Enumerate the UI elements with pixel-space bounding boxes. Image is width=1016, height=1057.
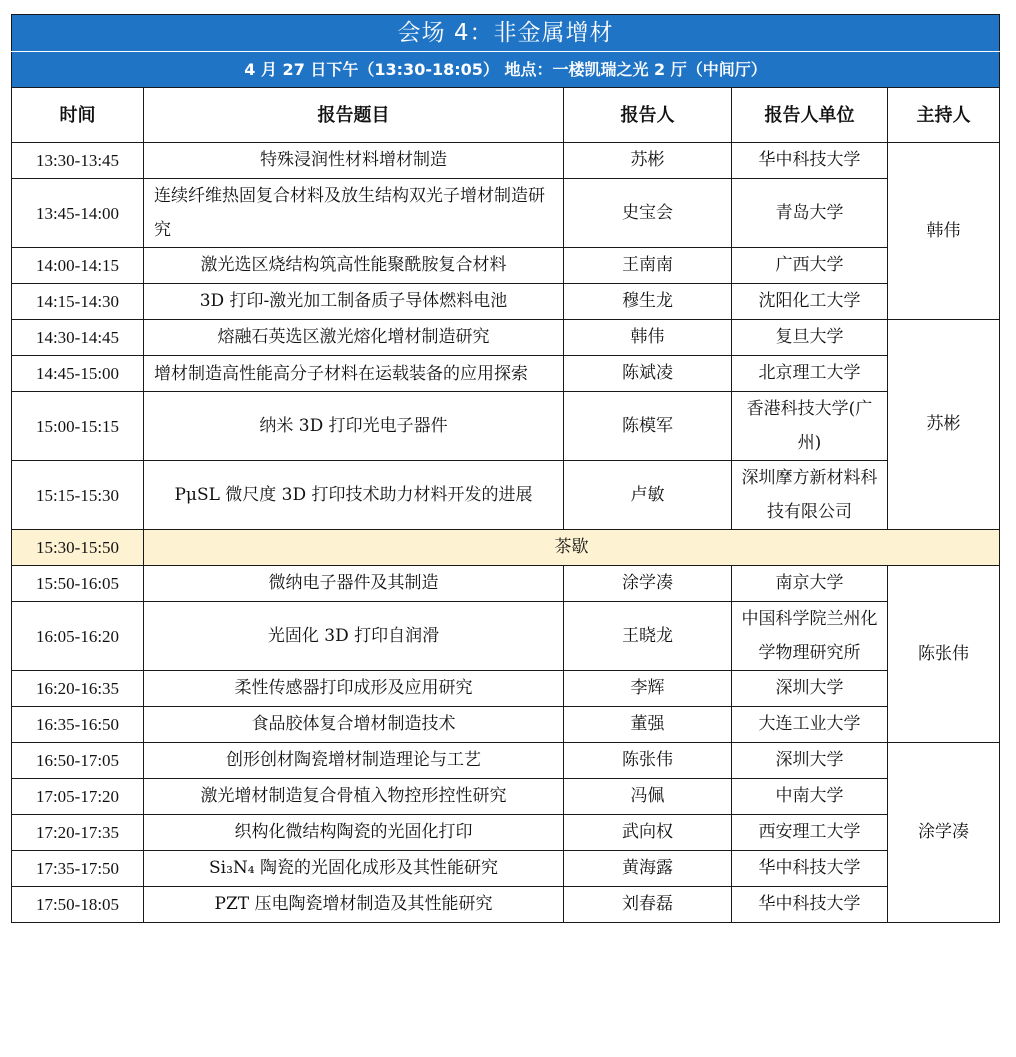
affiliation-cell: 复旦大学 (732, 320, 888, 356)
topic-cell: PZT 压电陶瓷增材制造及其性能研究 (144, 887, 564, 923)
topic-cell: 连续纤维热固复合材料及放生结构双光子增材制造研究 (144, 179, 564, 248)
host-cell: 苏彬 (888, 320, 1000, 530)
schedule-container (11, 14, 999, 923)
speaker-cell: 王南南 (564, 248, 732, 284)
topic-cell: 食品胶体复合增材制造技术 (144, 707, 564, 743)
topic-cell: 激光增材制造复合骨植入物控形控性研究 (144, 779, 564, 815)
affiliation-cell: 大连工业大学 (732, 707, 888, 743)
break-time-cell: 15:30-15:50 (12, 530, 144, 566)
speaker-cell: 陈模军 (564, 392, 732, 461)
time-cell: 15:50-16:05 (12, 566, 144, 602)
table-row (12, 179, 1000, 248)
table-row (12, 461, 1000, 530)
speaker-cell: 王晓龙 (564, 602, 732, 671)
header-speaker: 报告人 (564, 88, 732, 143)
table-row (12, 392, 1000, 461)
header-row (12, 88, 1000, 143)
header-affiliation: 报告人单位 (732, 88, 888, 143)
host-cell: 韩伟 (888, 143, 1000, 320)
table-row (12, 320, 1000, 356)
speaker-cell: 穆生龙 (564, 284, 732, 320)
topic-cell: 熔融石英选区激光熔化增材制造研究 (144, 320, 564, 356)
affiliation-cell: 广西大学 (732, 248, 888, 284)
topic-cell: 织构化微结构陶瓷的光固化打印 (144, 815, 564, 851)
table-row (12, 779, 1000, 815)
affiliation-cell: 华中科技大学 (732, 887, 888, 923)
affiliation-cell: 深圳大学 (732, 671, 888, 707)
header-topic: 报告题目 (144, 88, 564, 143)
topic-cell: Si₃N₄ 陶瓷的光固化成形及其性能研究 (144, 851, 564, 887)
time-cell: 14:15-14:30 (12, 284, 144, 320)
host-cell: 陈张伟 (888, 566, 1000, 743)
schedule-table (11, 14, 1000, 923)
affiliation-cell: 深圳摩方新材料科技有限公司 (732, 461, 888, 530)
time-cell: 16:05-16:20 (12, 602, 144, 671)
topic-cell: 增材制造高性能高分子材料在运载装备的应用探索 (144, 356, 564, 392)
table-row (12, 284, 1000, 320)
speaker-cell: 陈张伟 (564, 743, 732, 779)
affiliation-cell: 青岛大学 (732, 179, 888, 248)
speaker-cell: 李辉 (564, 671, 732, 707)
time-cell: 15:15-15:30 (12, 461, 144, 530)
table-row (12, 887, 1000, 923)
header-time: 时间 (12, 88, 144, 143)
topic-cell: 柔性传感器打印成形及应用研究 (144, 671, 564, 707)
host-cell: 涂学凑 (888, 743, 1000, 923)
header-host: 主持人 (888, 88, 1000, 143)
speaker-cell: 史宝会 (564, 179, 732, 248)
session-title: 会场 4：非金属增材 (12, 15, 1000, 52)
time-cell: 14:00-14:15 (12, 248, 144, 284)
table-row (12, 671, 1000, 707)
topic-cell: PμSL 微尺度 3D 打印技术助力材料开发的进展 (144, 461, 564, 530)
time-cell: 16:20-16:35 (12, 671, 144, 707)
table-row (12, 566, 1000, 602)
table-row (12, 707, 1000, 743)
speaker-cell: 董强 (564, 707, 732, 743)
time-cell: 16:50-17:05 (12, 743, 144, 779)
affiliation-cell: 中南大学 (732, 779, 888, 815)
time-cell: 14:30-14:45 (12, 320, 144, 356)
table-row (12, 356, 1000, 392)
affiliation-cell: 中国科学院兰州化学物理研究所 (732, 602, 888, 671)
speaker-cell: 韩伟 (564, 320, 732, 356)
table-row (12, 143, 1000, 179)
affiliation-cell: 香港科技大学(广州) (732, 392, 888, 461)
speaker-cell: 武向权 (564, 815, 732, 851)
affiliation-cell: 西安理工大学 (732, 815, 888, 851)
topic-cell: 3D 打印-激光加工制备质子导体燃料电池 (144, 284, 564, 320)
time-cell: 13:30-13:45 (12, 143, 144, 179)
affiliation-cell: 北京理工大学 (732, 356, 888, 392)
topic-cell: 特殊浸润性材料增材制造 (144, 143, 564, 179)
time-cell: 17:50-18:05 (12, 887, 144, 923)
speaker-cell: 卢敏 (564, 461, 732, 530)
table-row (12, 851, 1000, 887)
time-cell: 17:20-17:35 (12, 815, 144, 851)
time-cell: 14:45-15:00 (12, 356, 144, 392)
time-cell: 17:35-17:50 (12, 851, 144, 887)
table-row (12, 815, 1000, 851)
time-cell: 13:45-14:00 (12, 179, 144, 248)
topic-cell: 创形创材陶瓷增材制造理论与工艺 (144, 743, 564, 779)
break-label-cell: 茶歇 (144, 530, 1000, 566)
affiliation-cell: 沈阳化工大学 (732, 284, 888, 320)
session-subtitle: 4 月 27 日下午（13:30-18:05） 地点：一楼凯瑞之光 2 厅（中间厅） (12, 52, 1000, 88)
table-row (12, 602, 1000, 671)
speaker-cell: 苏彬 (564, 143, 732, 179)
topic-cell: 光固化 3D 打印自润滑 (144, 602, 564, 671)
speaker-cell: 陈斌凌 (564, 356, 732, 392)
speaker-cell: 涂学凑 (564, 566, 732, 602)
table-row (12, 743, 1000, 779)
topic-cell: 纳米 3D 打印光电子器件 (144, 392, 564, 461)
break-row (12, 530, 1000, 566)
affiliation-cell: 华中科技大学 (732, 851, 888, 887)
time-cell: 15:00-15:15 (12, 392, 144, 461)
topic-cell: 微纳电子器件及其制造 (144, 566, 564, 602)
speaker-cell: 刘春磊 (564, 887, 732, 923)
affiliation-cell: 深圳大学 (732, 743, 888, 779)
speaker-cell: 冯佩 (564, 779, 732, 815)
table-row (12, 248, 1000, 284)
time-cell: 16:35-16:50 (12, 707, 144, 743)
topic-cell: 激光选区烧结构筑高性能聚酰胺复合材料 (144, 248, 564, 284)
affiliation-cell: 南京大学 (732, 566, 888, 602)
speaker-cell: 黄海露 (564, 851, 732, 887)
time-cell: 17:05-17:20 (12, 779, 144, 815)
affiliation-cell: 华中科技大学 (732, 143, 888, 179)
